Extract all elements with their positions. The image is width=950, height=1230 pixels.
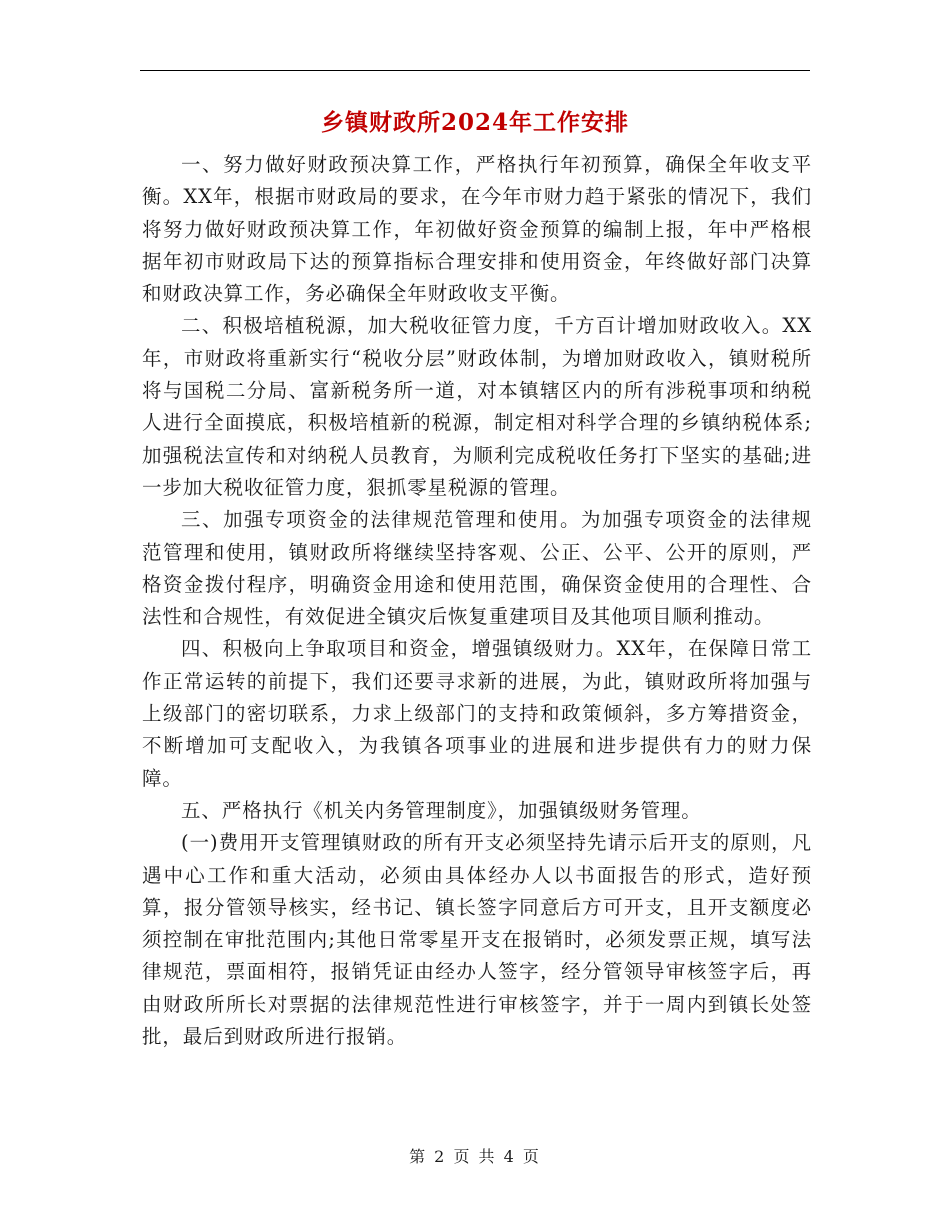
- paragraph-6: (一)费用开支管理镇财政的所有开支必须坚持先请示后开支的原则，凡遇中心工作和重大活动，必须由具体经办人以书面报告的形式，造好预算，报分管领导核实，经书记、镇长签字同意后方可开支，且开支额度必须控制在审批范围内;其他日常零星开支在报销时，必须发票正规，填写法律规范，票面相符，报销凭证由经办人签字，经分管领导审核签字后，再由财政所所长对票据的法律规范性进行审核签字，并于一周内到镇长处签批，最后到财政所进行报销。: [142, 831, 812, 1049]
- document-title: 乡镇财政所2024年工作安排: [320, 109, 629, 136]
- paragraph-3: 三、加强专项资金的法律规范管理和使用。为加强专项资金的法律规范管理和使用，镇财政所将继续坚持客观、公正、公平、公开的原则，严格资金拨付程序，明确资金用途和使用范围，确保资金使用的合理性、合法性和合规性，有效促进全镇灾后恢复重建项目及其他项目顺利推动。: [142, 508, 812, 629]
- paragraph-1: 一、努力做好财政预决算工作，严格执行年初预算，确保全年收支平衡。XX年，根据市财政局的要求，在今年市财力趋于紧张的情况下，我们将努力做好财政预决算工作，年初做好资金预算的编制上报，年中严格根据年初市财政局下达的预算指标合理安排和使用资金，年终做好部门决算和财政决算工作，务必确保全年财政收支平衡。: [142, 153, 812, 306]
- document-body: [142, 149, 812, 1053]
- paragraph-5: 五、严格执行《机关内务管理制度》，加强镇级财务管理。: [181, 798, 702, 822]
- page-number: 第 2 页 共 4 页: [409, 1147, 541, 1166]
- paragraph-2: 二、积极培植税源，加大税收征管力度，千方百计增加财政收入。XX年，市财政将重新实行“税收分层”财政体制，为增加财政收入，镇财税所将与国税二分局、富新税务所一道，对本镇辖区内的所有涉税事项和纳税人进行全面摸底，积极培植新的税源，制定相对科学合理的乡镇纳税体系;加强税法宣传和对纳税人员教育，为顺利完成税收任务打下坚实的基础;进一步加大税收征管力度，狠抓零星税源的管理。: [142, 314, 812, 499]
- header-rule: [140, 70, 810, 71]
- paragraph-4: 四、积极向上争取项目和资金，增强镇级财力。XX年，在保障日常工作正常运转的前提下，我们还要寻求新的进展，为此，镇财政所将加强与上级部门的密切联系，力求上级部门的支持和政策倾斜，多方筹措资金，不断增加可支配收入，为我镇各项事业的进展和进步提供有力的财力保障。: [142, 637, 812, 790]
